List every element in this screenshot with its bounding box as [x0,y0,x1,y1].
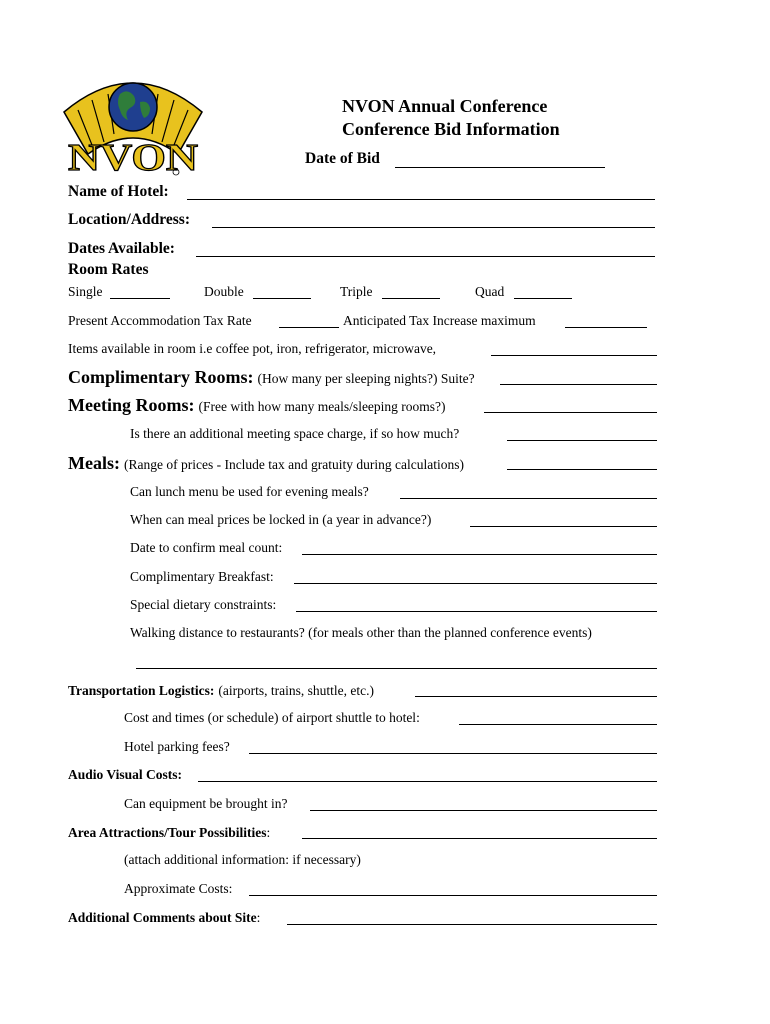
complimentary-rooms-field[interactable] [500,384,657,385]
area-attractions-colon: : [266,825,271,840]
title-line-1: NVON Annual Conference [342,96,548,116]
meals-row [68,453,464,474]
transportation-field[interactable] [415,696,657,697]
walking-distance-field[interactable] [136,668,657,669]
transportation-text: (airports, trains, shuttle, etc.) [218,683,374,698]
equipment-field[interactable] [310,810,657,811]
lunch-menu-label: Can lunch menu be used for evening meals? [130,484,369,499]
location-address-label: Location/Address: [68,211,191,228]
meal-price-lock-label: When can meal prices be locked in (a year in advance?) [130,512,432,527]
audio-visual-label: Audio Visual Costs: [68,767,183,782]
lunch-menu-field[interactable] [400,498,657,499]
single-rate-field[interactable] [110,298,170,299]
meals-text: (Range of prices - Include tax and gratuity during calculations) [123,457,464,472]
triple-rate-field[interactable] [382,298,440,299]
audio-visual-field[interactable] [198,781,657,782]
meals-label: Meals: [68,453,120,473]
room-items-field[interactable] [491,355,657,356]
present-tax-field[interactable] [279,327,339,328]
area-attractions-row [68,824,270,842]
approximate-costs-label: Approximate Costs: [124,881,233,896]
double-rate-label: Double [204,284,244,299]
anticipated-tax-field[interactable] [565,327,647,328]
name-of-hotel-label: Name of Hotel: [68,183,169,200]
meal-count-date-label: Date to confirm meal count: [130,540,283,555]
complimentary-rooms-text: (How many per sleeping nights?) Suite? [257,371,475,386]
logo-letters: NVON [68,137,198,179]
transportation-label: Transportation Logistics: [68,683,215,698]
equipment-label: Can equipment be brought in? [124,796,288,811]
attach-info-note: (attach additional information: if necessary) [124,852,361,867]
meeting-rooms-label: Meeting Rooms: [68,395,195,415]
shuttle-field[interactable] [459,724,657,725]
dates-available-label: Dates Available: [68,240,175,257]
complimentary-rooms-label: Complimentary Rooms: [68,367,254,387]
anticipated-tax-label: Anticipated Tax Increase maximum [343,313,536,328]
date-of-bid-label: Date of Bid [305,150,380,167]
quad-rate-field[interactable] [514,298,572,299]
meals-field[interactable] [507,469,657,470]
approximate-costs-field[interactable] [249,895,657,896]
complimentary-breakfast-field[interactable] [294,583,657,584]
triple-rate-label: Triple [340,284,373,299]
meeting-rooms-text: (Free with how many meals/sleeping rooms?) [198,399,446,414]
single-rate-label: Single [68,284,103,299]
meal-price-lock-field[interactable] [470,526,657,527]
room-rates-label: Room Rates [68,261,149,278]
parking-fees-label: Hotel parking fees? [124,739,230,754]
meeting-charge-label: Is there an additional meeting space charge, if so how much? [130,426,460,441]
transportation-row [68,682,374,700]
comments-label: Additional Comments about Site [68,910,257,925]
meeting-rooms-field[interactable] [484,412,657,413]
meal-count-date-field[interactable] [302,554,657,555]
nvon-logo [58,72,208,182]
complimentary-rooms-row [68,367,475,388]
shuttle-label: Cost and times (or schedule) of airport shuttle to hotel: [124,710,420,725]
area-attractions-label: Area Attractions/Tour Possibilities [68,825,267,840]
double-rate-field[interactable] [253,298,311,299]
date-of-bid-field[interactable] [395,167,605,168]
complimentary-breakfast-label: Complimentary Breakfast: [130,569,274,584]
area-attractions-field[interactable] [302,838,657,839]
walking-distance-label: Walking distance to restaurants? (for meals other than the planned conference events) [130,625,592,640]
location-address-field[interactable] [212,227,655,228]
meeting-charge-field[interactable] [507,440,657,441]
parking-fees-field[interactable] [249,753,657,754]
room-items-label: Items available in room i.e coffee pot, iron, refrigerator, microwave, [68,341,437,356]
dietary-constraints-field[interactable] [296,611,657,612]
dietary-constraints-label: Special dietary constraints: [130,597,277,612]
globe-icon [109,83,157,131]
title-line-2: Conference Bid Information [342,119,560,139]
comments-field[interactable] [287,924,657,925]
dates-available-field[interactable] [196,256,655,257]
meeting-rooms-row [68,395,446,416]
present-tax-label: Present Accommodation Tax Rate [68,313,252,328]
name-of-hotel-field[interactable] [187,199,655,200]
quad-rate-label: Quad [475,284,505,299]
comments-colon: : [256,910,261,925]
comments-row [68,909,260,927]
